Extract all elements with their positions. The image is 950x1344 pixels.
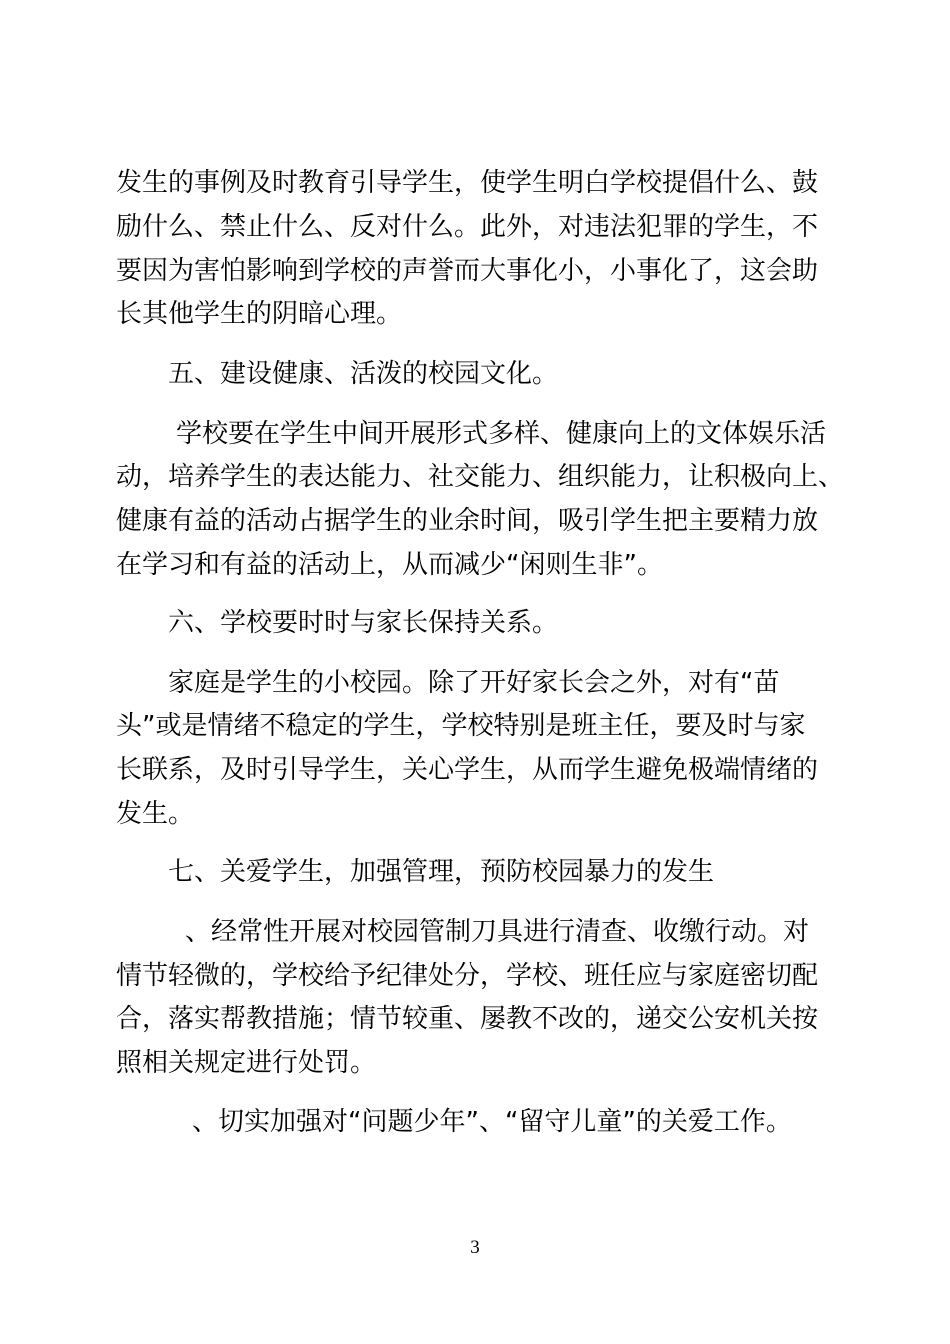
paragraph-4-line-2: 情节轻微的，学校给予纪律处分，学校、班任应与家庭密切配 [116,961,819,991]
section-heading-5: 五、建设健康、活泼的校园文化。 [168,359,559,389]
paragraph-3-line-1: 家庭是学生的小校园。除了开好家长会之外，对有“苗 [168,668,780,698]
paragraph-1-line-1: 发生的事例及时教育引导学生，使学生明白学校提倡什么、鼓 [116,168,819,198]
paragraph-2-line-1: 学校要在学生中间开展形式多样、健康向上的文体娱乐活 [176,419,827,449]
paragraph-1-line-3: 要因为害怕影响到学校的声誉而大事化小，小事化了，这会助 [116,256,819,286]
paragraph-3-line-2: 头”或是情绪不稳定的学生，学校特别是班主任，要及时与家 [116,711,806,741]
section-heading-7: 七、关爱学生，加强管理，预防校园暴力的发生 [168,857,715,887]
page-number: 3 [470,1237,480,1258]
paragraph-2-line-4: 在学习和有益的活动上，从而减少“闲则生非”。 [116,550,663,580]
paragraph-3-line-4: 发生。 [116,799,195,829]
paragraph-4-line-3: 合，落实帮教措施；情节较重、屡教不改的，递交公安机关按 [116,1004,819,1034]
section-heading-6: 六、学校要时时与家长保持关系。 [168,608,559,638]
paragraph-5-line-1: 、切实加强对“问题少年”、“留守儿童”的关爱工作。 [192,1107,792,1137]
paragraph-1-line-2: 励什么、禁止什么、反对什么。此外，对违法犯罪的学生，不 [116,212,819,242]
paragraph-4-line-4: 照相关规定进行处罚。 [116,1048,377,1078]
paragraph-4-line-1: 、经常性开展对校园管制刀具进行清查、收缴行动。对 [185,917,810,947]
paragraph-3-line-3: 长联系，及时引导学生，关心学生，从而学生避免极端情绪的 [116,755,819,785]
paragraph-2-line-2: 动，培养学生的表达能力、社交能力、组织能力，让积极向上、 [116,462,845,492]
paragraph-2-line-3: 健康有益的活动占据学生的业余时间，吸引学生把主要精力放 [116,506,819,536]
paragraph-1-line-4: 长其他学生的阴暗心理。 [116,299,403,329]
